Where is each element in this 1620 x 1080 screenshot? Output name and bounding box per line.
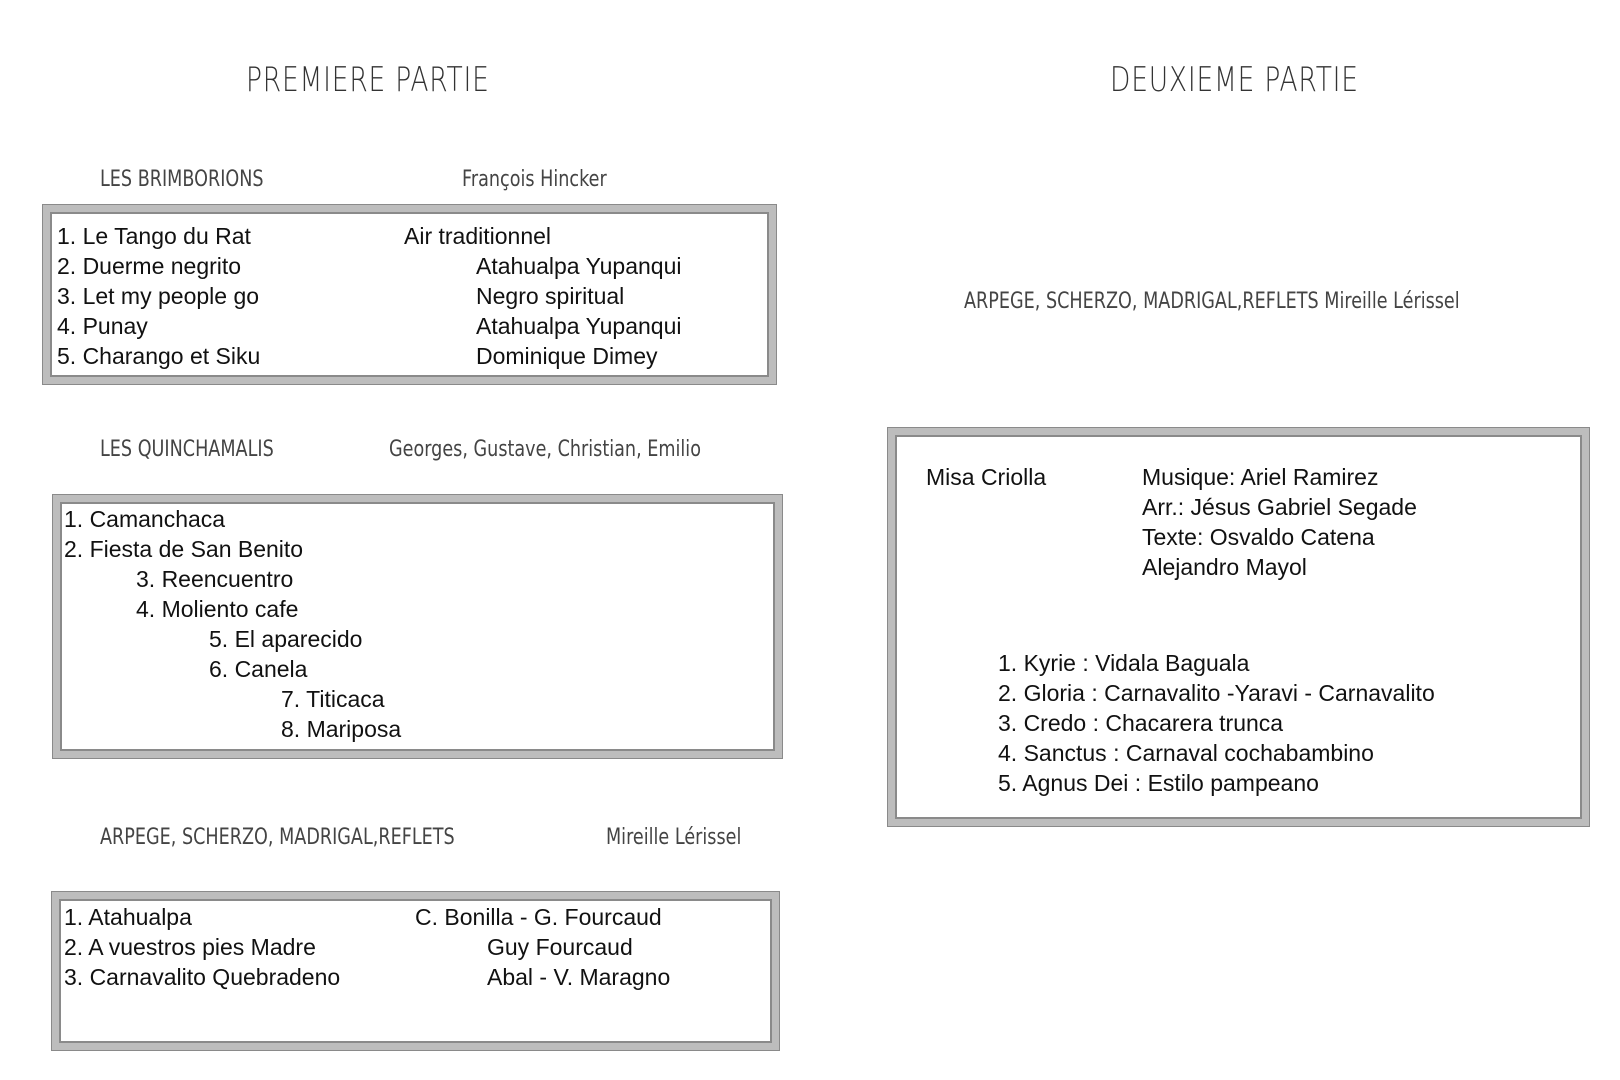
program-item: 6. Canela xyxy=(209,656,308,682)
movement-item: 2. Gloria : Carnavalito -Yaravi - Carnavalito xyxy=(998,680,1435,706)
program-item: 1. Camanchaca xyxy=(64,506,226,532)
program-item-composer: Air traditionnel xyxy=(404,223,552,249)
credit-line: Arr.: Jésus Gabriel Segade xyxy=(1142,494,1417,520)
part2-title: DEUXIEME PARTIE xyxy=(1110,60,1359,100)
program-item: 7. Titicaca xyxy=(281,686,385,712)
quinchamalis-heading: LES QUINCHAMALIS xyxy=(100,437,274,462)
program-item: 2. Fiesta de San Benito xyxy=(64,536,304,562)
quinchamalis-members: Georges, Gustave, Christian, Emilio xyxy=(389,437,701,462)
misa-criolla-box xyxy=(887,427,1590,827)
program-item-composer: Dominique Dimey xyxy=(476,343,658,369)
program-item-title: 3. Carnavalito Quebradeno xyxy=(64,964,341,990)
brimborions-director: François Hincker xyxy=(462,167,607,192)
program-item: 5. El aparecido xyxy=(209,626,363,652)
program-item-composer: C. Bonilla - G. Fourcaud xyxy=(415,904,662,930)
brimborions-program-box xyxy=(42,204,777,385)
credit-line: Alejandro Mayol xyxy=(1142,554,1307,580)
program-item-title: 5. Charango et Siku xyxy=(57,343,261,369)
part1-title: PREMIERE PARTIE xyxy=(246,60,490,100)
movement-item: 1. Kyrie : Vidala Baguala xyxy=(998,650,1250,676)
quinchamalis-program-box xyxy=(52,494,783,759)
program-item-composer: Atahualpa Yupanqui xyxy=(476,313,682,339)
arpege-heading: ARPEGE, SCHERZO, MADRIGAL,REFLETS xyxy=(100,825,455,850)
movement-item: 5. Agnus Dei : Estilo pampeano xyxy=(998,770,1319,796)
credit-line: Musique: Ariel Ramirez xyxy=(1142,464,1379,490)
program-item-composer: Guy Fourcaud xyxy=(487,934,633,960)
program-item-composer: Atahualpa Yupanqui xyxy=(476,253,682,279)
brimborions-heading: LES BRIMBORIONS xyxy=(100,167,264,192)
program-item-title: 3. Let my people go xyxy=(57,283,260,309)
program-item: 4. Moliento cafe xyxy=(136,596,299,622)
program-item: 8. Mariposa xyxy=(281,716,402,742)
program-item-composer: Negro spiritual xyxy=(476,283,625,309)
part2-heading: ARPEGE, SCHERZO, MADRIGAL,REFLETS Mireille Lérissel xyxy=(964,289,1460,314)
movement-item: 3. Credo : Chacarera trunca xyxy=(998,710,1284,736)
program-item-title: 1. Atahualpa xyxy=(64,904,192,930)
work-title: Misa Criolla xyxy=(926,464,1047,490)
arpege-program-box xyxy=(51,891,780,1051)
program-item-title: 2. A vuestros pies Madre xyxy=(64,934,316,960)
arpege-director: Mireille Lérissel xyxy=(606,825,742,850)
credit-line: Texte: Osvaldo Catena xyxy=(1142,524,1375,550)
program-item: 3. Reencuentro xyxy=(136,566,294,592)
program-item-title: 4. Punay xyxy=(57,313,148,339)
program-item-composer: Abal - V. Maragno xyxy=(487,964,671,990)
program-item-title: 2. Duerme negrito xyxy=(57,253,242,279)
program-item-title: 1. Le Tango du Rat xyxy=(57,223,251,249)
movement-item: 4. Sanctus : Carnaval cochabambino xyxy=(998,740,1374,766)
